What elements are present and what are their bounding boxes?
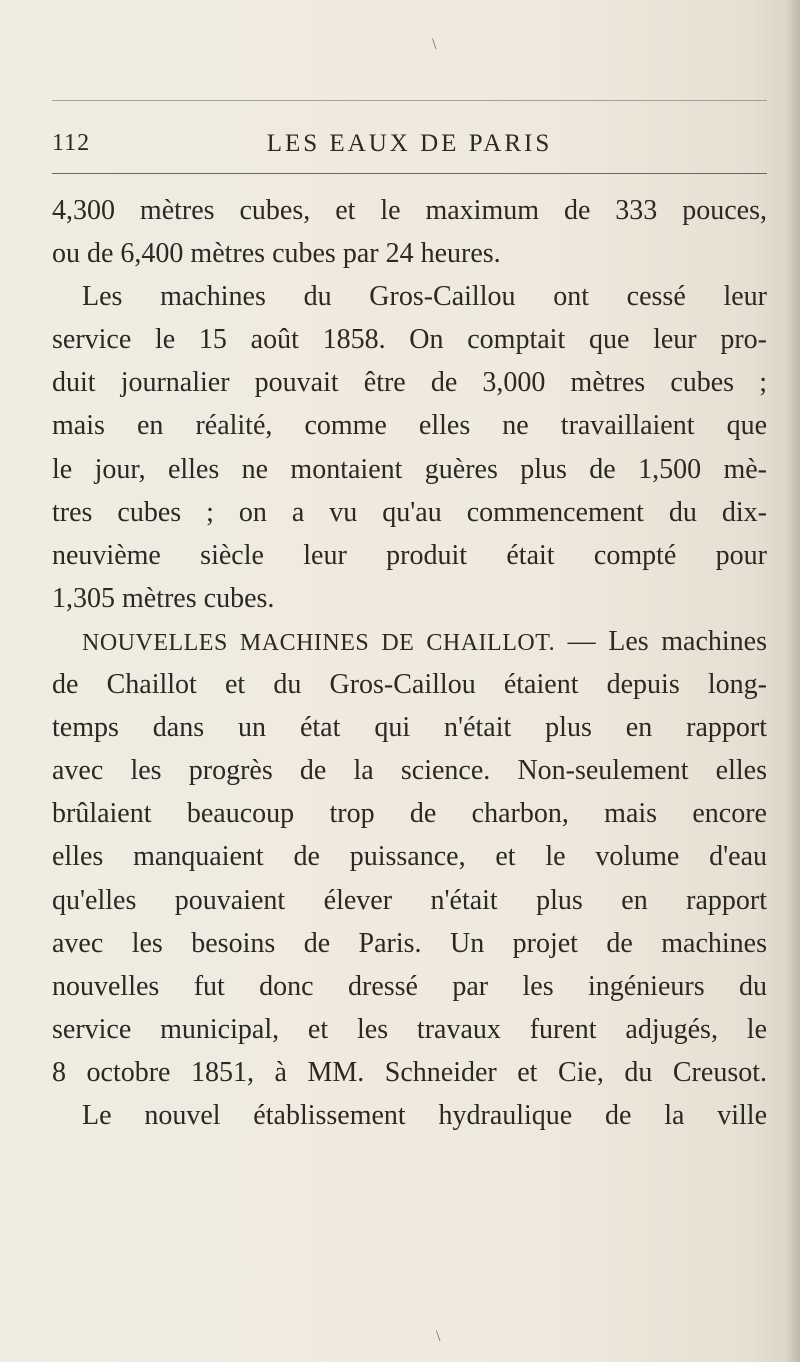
text-line: 1,305 mètres cubes. [52,582,275,614]
text-line: de Chaillot et du Gros-Caillou étaient depuis long- [52,669,767,701]
ink-mark: \ [432,36,437,53]
text-line: mais en réalité, comme elles ne travaillaient que [52,410,767,442]
section-heading-continuation: — Les machines [555,625,767,657]
text-line: le jour, elles ne montaient guères plus de 1,500 mè- [52,453,767,485]
running-head: LES EAUX DE PARIS [266,130,553,157]
text-line: ou de 6,400 mètres cubes par 24 heures. [52,238,501,270]
text-line: nouvelles fut donc dressé par les ingénieurs du [52,970,767,1002]
text-line: tres cubes ; on a vu qu'au commencement du dix- [52,496,767,528]
page-header [52,130,767,164]
page-edge-shadow [786,0,800,1362]
section-heading-line [52,620,767,663]
text-line: avec les progrès de la science. Non-seulement elles [52,755,767,787]
text-line: service municipal, et les travaux furent adjugés, le [52,1013,767,1045]
text-line: avec les besoins de Paris. Un projet de machines [52,927,767,959]
text-line: service le 15 août 1858. On comptait que leur pro- [52,324,767,356]
text-line: 8 octobre 1851, à MM. Schneider et Cie, du Creusot. [52,1056,767,1088]
text-line: temps dans un état qui n'était plus en rapport [52,712,767,744]
text-line: Les machines du Gros-Caillou ont cessé leur [82,281,767,313]
page-number: 112 [52,130,91,156]
text-line: elles manquaient de puissance, et le volume d'eau [52,841,767,873]
text-line: 4,300 mètres cubes, et le maximum de 333 pouces, [52,195,767,226]
text-line: qu'elles pouvaient élever n'était plus en rapport [52,884,767,916]
top-rule [52,100,767,101]
header-rule [52,173,767,174]
body-text [52,189,767,1137]
ink-mark: \ [436,1328,441,1345]
text-line: neuvième siècle leur produit était compté pour [52,539,767,571]
text-line: duit journalier pouvait être de 3,000 mètres cubes ; [52,367,767,399]
text-line: Le nouvel établissement hydraulique de la ville [82,1099,767,1131]
section-heading: NOUVELLES MACHINES DE CHAILLOT. [82,629,556,656]
text-line: brûlaient beaucoup trop de charbon, mais encore [52,798,767,830]
